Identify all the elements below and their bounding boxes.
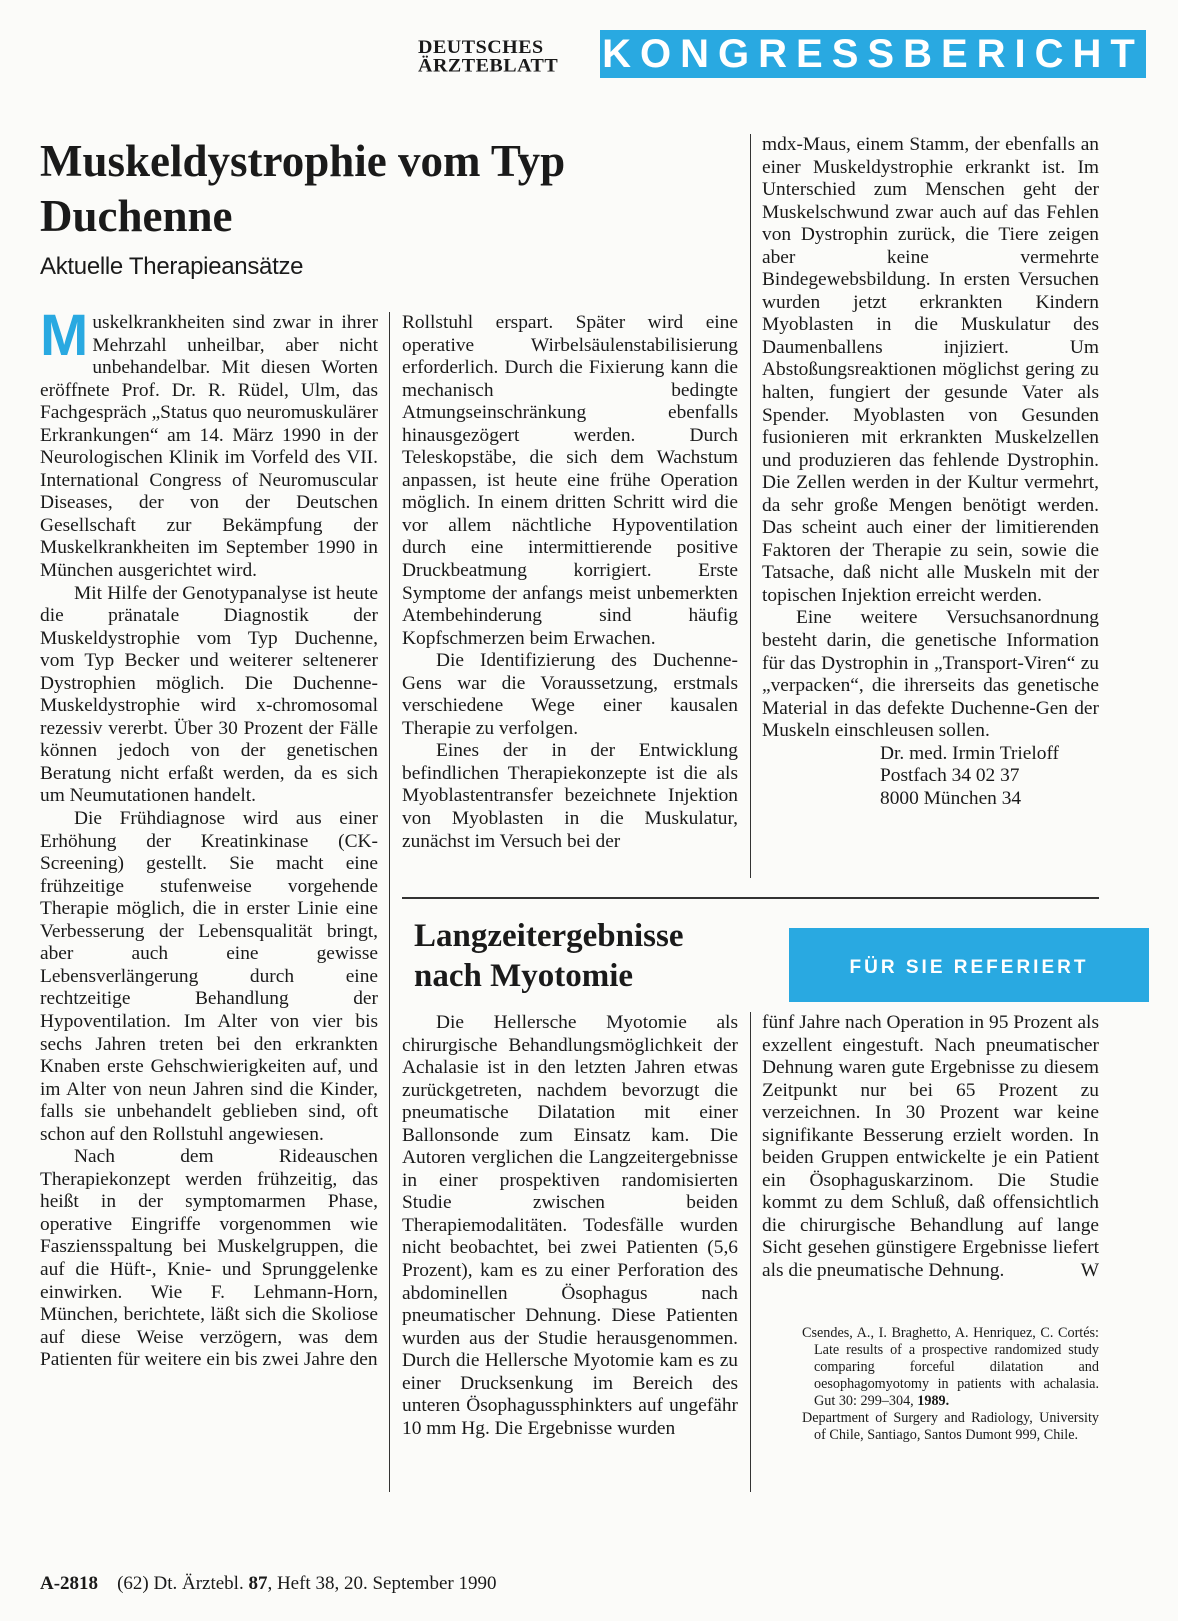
paragraph: Eine weitere Versuchsanordnung besteht darin, die genetische Information für das Dystrophin in „Transport-Viren“ zu „verpacken“, die ihrerseits das genetische Material in das defekte Duchenne-Gen der Muskeln einschleusen sollen. <box>762 607 1099 742</box>
article-column-1 <box>40 303 378 1372</box>
paragraph: Eines der in der Entwicklung befindlichen Therapiekonzepte ist die als Myoblastentransfer bezeichnete Injektion von Myoblasten in die Muskulatur, zunächst im Versuch bei der <box>402 740 738 852</box>
masthead-line-2: ÄRZTEBLATT <box>418 55 559 76</box>
paragraph-text: fünf Jahre nach Operation in 95 Prozent als exzellent eingestuft. Nach pneumatischer Dehnung waren gute Ergebnisse zu diesem Zeitpunkt nur bei 65 Prozent zu verzeichnen. In 30 Prozent war keine signifikante Besserung erzielt worden. In beiden Gruppen entwickelte je ein Patient ein Ösophaguskarzinom. Die Studie kommt zu dem Schluß, daß offensichtlich die chirurgische Behandlung auf lange Sicht gesehen günstigere Ergebnisse liefert als die pneumatische Dehnung. <box>762 1012 1099 1282</box>
article-2-column-2 <box>762 1012 1099 1283</box>
title-line-1: Muskeldystrophie vom Typ <box>40 136 566 186</box>
masthead-line-1: DEUTSCHES <box>418 37 544 58</box>
paragraph: Rollstuhl erspart. Später wird eine operative Wirbelsäulenstabilisierung erforderlich. Durch die Fixierung kann die mechanisch bedingte Atmungseinschränkung ebenfalls hinausgezögert werden. Durch Teleskopstäbe, die sich dem Wachstum anpassen, ist heute eine frühe Operation möglich. In einem dritten Schritt wird die vor allem nächtliche Hypoventilation durch eine intermittierende positive Druckbeatmung korrigiert. Erste Symptome der anfangs meist unbemerkten Atembehinderung sind häufig Kopfschmerzen beim Erwachen. <box>402 312 738 649</box>
citation-suffix: , Heft 38, 20. September 1990 <box>267 1573 497 1594</box>
article-column-2 <box>402 312 738 853</box>
reference-block <box>802 1325 1099 1444</box>
section-divider <box>402 897 1099 899</box>
article-title <box>40 134 740 244</box>
page-footer <box>40 1572 740 1596</box>
reference-text: Csendes, A., I. Braghetto, A. Henriquez, C. Cortés: Late results of a prospective randomized study comparing forceful dilatation and oesophagomyotomy in patients with achalasia. Gut 30: 299–304, <box>802 1325 1099 1409</box>
section-banner: KONGRESSBERICHT <box>600 30 1146 78</box>
column-divider <box>750 1012 751 1492</box>
article-subtitle: Aktuelle Therapieansätze <box>40 253 304 280</box>
paragraph: Die Frühdiagnose wird aus einer Erhöhung der Kreatinkinase (CK-Screening) gestellt. Sie macht eine frühzeitige stufenweise vorgehende Therapie möglich, die in erster Linie eine Verbesserung der Lebensqualität bringt, aber auch eine gewisse Lebensverlängerung durch eine rechtzeitige Behandlung der Hypoventilation. Im Alter von vier bis sechs Jahren treten bei den erkrankten Knaben erste Gehschwierigkeiten auf, und im Alter von neun Jahren sind die Kinder, falls sie unbehandelt geblieben sind, oft schon auf den Rollstuhl angewiesen. <box>40 808 378 1145</box>
title-line-1: Langzeitergebnisse <box>414 918 684 954</box>
citation-volume: 87 <box>248 1573 268 1594</box>
article-2-column-1 <box>402 1012 738 1440</box>
article-2-title <box>414 916 774 996</box>
signature-line: Postfach 34 02 37 <box>880 765 1020 787</box>
reference-citation <box>802 1325 1099 1410</box>
journal-masthead <box>418 39 588 75</box>
signature-line: Dr. med. Irmin Trieloff <box>880 742 1060 764</box>
reference-year: 1989. <box>917 1393 950 1409</box>
paragraph <box>40 303 378 583</box>
paragraph: Nach dem Rideauschen Therapiekonzept werden frühzeitig, das heißt in der symptomarmen Phase, operative Eingriffe vorgenommen wie Fasziensspaltung bei Muskelgruppen, die auf die Hüft-, Knie- und Sprunggelenke einwirken. Wie F. Lehmann-Horn, München, berichtete, läßt sich die Skoliose auf diese Weise verzögern, was dem Patienten für weitere ein bis zwei Jahre den <box>40 1146 378 1371</box>
paragraph: Die Hellersche Myotomie als chirurgische Behandlungsmöglichkeit der Achalasie ist in den letzten Jahren etwas zurückgetreten, nachdem bevorzugt die pneumatische Dilatation mit einer Ballonsonde zum Einsatz kam. Die Autoren verglichen die Langzeitergebnisse in einer prospektiven randomisierten Studie zwischen beiden Therapiemodalitäten. Todesfälle wurden nicht beobachtet, bei zwei Patienten (5,6 Prozent), kam es zu einer Perforation des abdominellen Ösophagus nach pneumatischer Dehnung. Diese Patienten wurden aus der Studie herausgenommen. Durch die Hellersche Myotomie kam es zu einer Drucksenkung im Bereich des unteren Ösophagussphinkters auf ungefähr 10 mm Hg. Die Ergebnisse wurden <box>402 1012 738 1439</box>
author-initial: W <box>1080 1260 1099 1282</box>
title-line-2: Duchenne <box>40 191 233 241</box>
page-number: A-2818 <box>40 1573 99 1594</box>
column-divider <box>750 134 751 878</box>
paragraph-text: uskelkrankheiten sind zwar in ihrer Mehrzahl unheilbar, aber nicht unbehandelbar. Mit diesen Worten eröffnete Prof. Dr. R. Rüdel, Ulm, das Fachgespräch „Status quo neuromuskulärer Erkrankungen“ am 14. März 1990 in der Neurologischen Klinik im Vorfeld des VII. International Congress of Neuromuscular Diseases, der von der Deutschen Gesellschaft zur Bekämpfung der Muskelkrankheiten im September 1990 in München ausgerichtet wird. <box>40 312 378 582</box>
reference-affiliation: Department of Surgery and Radiology, University of Chile, Santiago, Santos Dumont 999, Chile. <box>802 1410 1099 1443</box>
article-column-3 <box>762 134 1099 810</box>
section-badge: FÜR SIE REFERIERT <box>789 928 1149 1002</box>
paragraph: Die Identifizierung des Duchenne-Gens war die Voraussetzung, erstmals verschiedene Wege einer kausalen Therapie zu verfolgen. <box>402 650 738 739</box>
paragraph: mdx-Maus, einem Stamm, der ebenfalls an einer Muskeldystrophie erkrankt ist. Im Unterschied zum Menschen geht der Muskelschwund zwar auch auf das Fehlen von Dystrophin zurück, die Tiere zeigen aber keine vermehrte Bindegewebsbildung. In ersten Versuchen wurden jetzt erkrankten Kindern Myoblasten in die Muskulatur des Daumenballens injiziert. Um Abstoßungsreaktionen möglichst gering zu halten, fungiert der gesunde Vater als Spender. Myoblasten von Gesunden fusionieren mit erkrankten Muskelzellen und produzieren das fehlende Dystrophin. Die Zellen werden in der Kultur vermehrt, da sehr große Mengen benötigt werden. Das scheint auch einer der limitierenden Faktoren der Therapie zu sein, sowie die Tatsache, daß nicht alle Muskeln mit der topischen Injektion erreicht werden. <box>762 134 1099 606</box>
paragraph: Mit Hilfe der Genotypanalyse ist heute die pränatale Diagnostik der Muskeldystrophie vom Typ Duchenne, vom Typ Becker und weiterer seltenerer Dystrophien möglich. Die Duchenne-Muskeldystrophie wird x-chromosomal rezessiv vererbt. Über 30 Prozent der Fälle können jedoch von der genetischen Beratung nicht erfaßt werden, da es sich um Neumutationen handelt. <box>40 582 378 807</box>
column-divider <box>389 312 390 1492</box>
drop-cap: M <box>40 303 89 368</box>
citation-prefix: (62) Dt. Ärztebl. <box>117 1573 244 1594</box>
paragraph <box>762 1012 1099 1283</box>
signature-line: 8000 München 34 <box>880 787 1022 809</box>
author-signature <box>762 743 1099 811</box>
title-line-2: nach Myotomie <box>414 958 634 994</box>
